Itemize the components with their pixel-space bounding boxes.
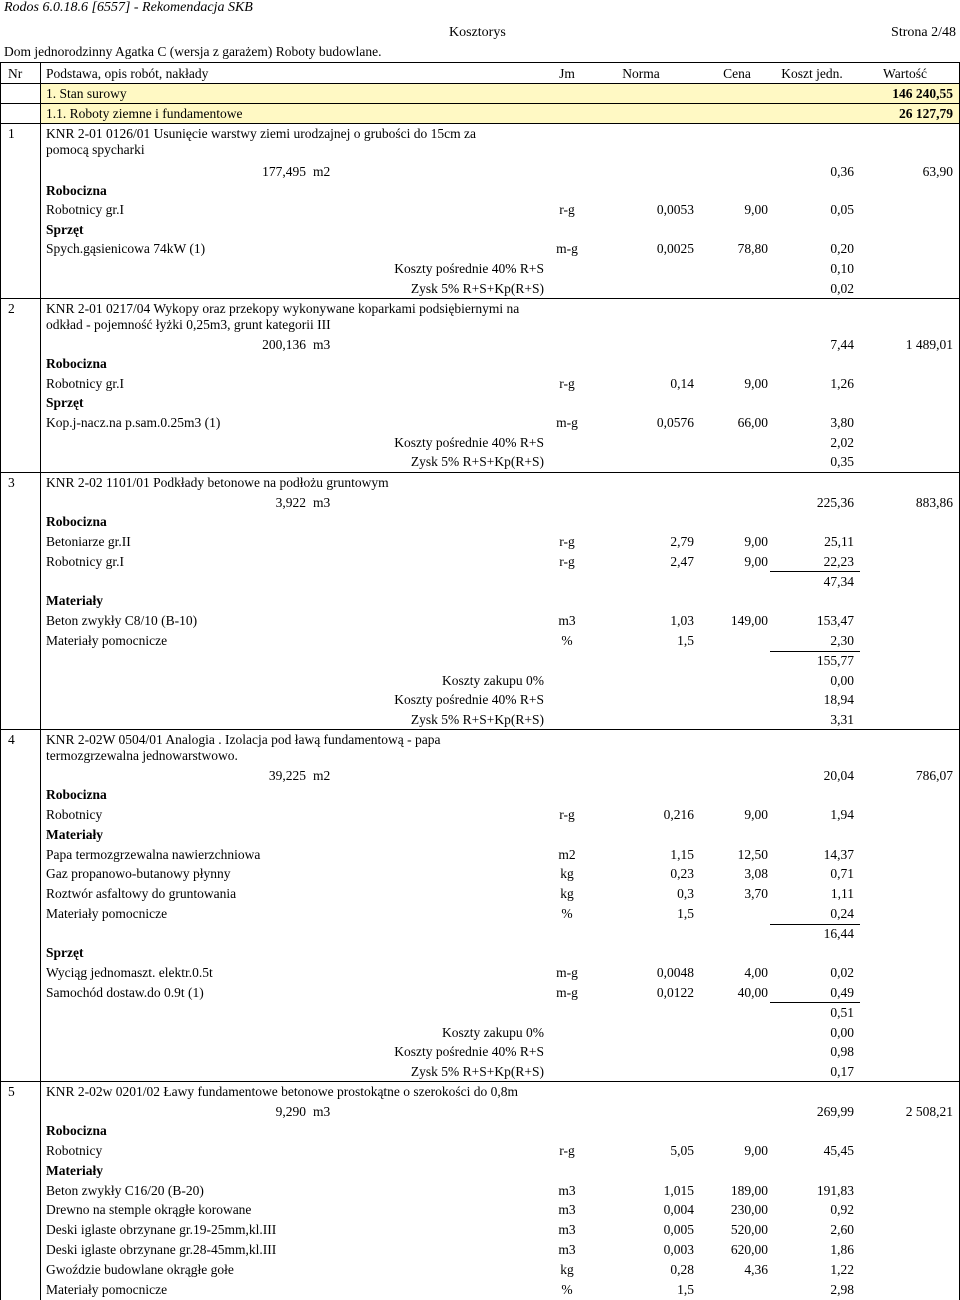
- item-unit-cost: 7,44: [830, 337, 854, 352]
- resource-name: Spych.gąsienicowa 74kW (1): [46, 241, 206, 256]
- resource-norma: 0,0576: [656, 415, 694, 430]
- item-value: 2 508,21: [905, 1104, 953, 1119]
- overhead-value: 2,02: [830, 435, 854, 450]
- resource-koszt: 45,45: [823, 1143, 854, 1158]
- item-quantity: 200,136: [262, 337, 306, 352]
- resource-cena: 230,00: [730, 1202, 768, 1217]
- item-unit: m3: [313, 495, 331, 510]
- resource-norma: 0,005: [663, 1222, 694, 1237]
- item-unit: m2: [313, 164, 331, 179]
- resource-name: Gaz propanowo-butanowy płynny: [46, 866, 231, 881]
- program-name: Rodos 6.0.18.6 [6557] - Rekomendacja SKB: [4, 0, 253, 15]
- resource-cena: 9,00: [744, 202, 768, 217]
- category-robocizna: Robocizna: [46, 514, 107, 529]
- resource-jm: m-g: [556, 415, 578, 430]
- item-number: 1: [8, 126, 15, 141]
- resource-cena: 3,08: [744, 866, 768, 881]
- profit-label: Zysk 5% R+S+Kp(R+S): [410, 281, 544, 296]
- resource-cena: 620,00: [730, 1242, 768, 1257]
- resource-koszt: 153,47: [816, 613, 854, 628]
- profit-value: 0,35: [830, 454, 854, 469]
- item-description: KNR 2-01 0126/01 Usunięcie warstwy ziemi urodzajnej o grubości do 15cm za: [46, 126, 477, 141]
- resource-jm: r-g: [559, 1143, 575, 1158]
- resource-norma: 1,5: [677, 633, 694, 648]
- item-description: KNR 2-02W 0504/01 Analogia . Izolacja pod ławą fundamentową - papa: [46, 732, 441, 747]
- item-value: 786,07: [915, 768, 953, 783]
- section-title: 1. Stan surowy: [46, 86, 127, 101]
- item-quantity: 9,290: [275, 1104, 306, 1119]
- overhead-label: Koszty pośrednie 40% R+S: [394, 1044, 544, 1059]
- resource-name: Robotnicy gr.I: [46, 376, 124, 391]
- resource-norma: 0,28: [670, 1262, 694, 1277]
- resource-koszt: 2,60: [830, 1222, 854, 1237]
- resource-name: Beton zwykły C16/20 (B-20): [46, 1183, 204, 1198]
- subtotal-value: 155,77: [816, 653, 854, 668]
- col-jm: Jm: [559, 66, 575, 81]
- purchase-cost-value: 0,00: [830, 1025, 854, 1040]
- resource-koszt: 0,02: [830, 965, 854, 980]
- resource-koszt: 1,86: [830, 1242, 854, 1257]
- section-value: 146 240,55: [892, 86, 953, 101]
- item-number: 2: [8, 301, 15, 316]
- resource-name: Materiały pomocnicze: [46, 633, 168, 648]
- resource-name: Wyciąg jednomaszt. elektr.0.5t: [46, 965, 213, 980]
- resource-jm: r-g: [559, 807, 575, 822]
- overhead-value: 0,98: [830, 1044, 854, 1059]
- resource-jm: r-g: [559, 534, 575, 549]
- profit-value: 0,17: [830, 1064, 854, 1079]
- category-sprzet: Sprzęt: [46, 222, 84, 237]
- resource-cena: 12,50: [737, 847, 768, 862]
- item-unit: m2: [313, 768, 331, 783]
- resource-name: Betoniarze gr.II: [46, 534, 131, 549]
- item-number: 5: [8, 1084, 15, 1099]
- item-unit-cost: 0,36: [830, 164, 854, 179]
- item-description: KNR 2-02 1101/01 Podkłady betonowe na podłożu gruntowym: [46, 475, 389, 490]
- resource-cena: 149,00: [730, 613, 768, 628]
- item-unit: m3: [313, 1104, 331, 1119]
- resource-norma: 0,0048: [656, 965, 694, 980]
- item-value: 63,90: [922, 164, 953, 179]
- resource-jm: m-g: [556, 985, 578, 1000]
- item-description: pomocą spycharki: [46, 142, 145, 157]
- resource-norma: 0,0025: [656, 241, 694, 256]
- resource-cena: 66,00: [737, 415, 768, 430]
- resource-jm: m3: [558, 1242, 576, 1257]
- profit-label: Zysk 5% R+S+Kp(R+S): [410, 454, 544, 469]
- resource-norma: 2,79: [670, 534, 694, 549]
- resource-name: Deski iglaste obrzynane gr.28-45mm,kl.III: [46, 1242, 277, 1257]
- category-materialy: Materiały: [46, 1163, 103, 1178]
- overhead-label: Koszty pośrednie 40% R+S: [394, 435, 544, 450]
- project-name: Dom jednorodzinny Agatka C (wersja z garażem) Roboty budowlane.: [4, 44, 382, 59]
- resource-norma: 0,004: [663, 1202, 694, 1217]
- item-number: 4: [8, 732, 15, 747]
- resource-koszt: 2,30: [830, 633, 854, 648]
- resource-koszt: 1,22: [830, 1262, 854, 1277]
- resource-koszt: 0,92: [830, 1202, 854, 1217]
- resource-name: Papa termozgrzewalna nawierzchniowa: [46, 847, 261, 862]
- resource-jm: m-g: [556, 241, 578, 256]
- resource-name: Materiały pomocnicze: [46, 906, 168, 921]
- resource-name: Robotnicy: [46, 1143, 103, 1158]
- category-materialy: Materiały: [46, 593, 103, 608]
- subtotal-value: 47,34: [823, 574, 854, 589]
- resource-cena: 9,00: [744, 376, 768, 391]
- resource-jm: m3: [558, 1183, 576, 1198]
- col-nr: Nr: [8, 66, 23, 81]
- resource-koszt: 0,24: [830, 906, 854, 921]
- col-koszt: Koszt jedn.: [781, 66, 843, 81]
- profit-label: Zysk 5% R+S+Kp(R+S): [410, 712, 544, 727]
- resource-name: Robotnicy gr.I: [46, 202, 124, 217]
- category-materialy: Materiały: [46, 827, 103, 842]
- resource-jm: kg: [560, 866, 574, 881]
- resource-cena: 520,00: [730, 1222, 768, 1237]
- resource-koszt: 191,83: [816, 1183, 854, 1198]
- resource-cena: 4,36: [744, 1262, 768, 1277]
- resource-koszt: 0,49: [830, 985, 854, 1000]
- overhead-value: 18,94: [823, 692, 854, 707]
- resource-jm: kg: [560, 1262, 574, 1277]
- resource-cena: 40,00: [737, 985, 768, 1000]
- resource-norma: 0,0053: [656, 202, 694, 217]
- resource-norma: 0,3: [677, 886, 694, 901]
- overhead-label: Koszty pośrednie 40% R+S: [394, 692, 544, 707]
- resource-cena: 9,00: [744, 1143, 768, 1158]
- resource-koszt: 0,05: [830, 202, 854, 217]
- item-description: odkład - pojemność łyżki 0,25m3, grunt kategorii III: [46, 317, 331, 332]
- resource-norma: 0,0122: [656, 985, 694, 1000]
- resource-jm: %: [561, 906, 573, 921]
- resource-koszt: 3,80: [830, 415, 854, 430]
- item-quantity: 177,495: [262, 164, 306, 179]
- resource-koszt: 1,94: [830, 807, 854, 822]
- resource-norma: 0,14: [670, 376, 694, 391]
- resource-norma: 5,05: [670, 1143, 694, 1158]
- resource-koszt: 2,98: [830, 1282, 854, 1297]
- item-unit-cost: 20,04: [823, 768, 854, 783]
- subtotal-value: 16,44: [823, 926, 854, 941]
- item-value: 883,86: [915, 495, 953, 510]
- resource-cena: 78,80: [737, 241, 768, 256]
- resource-name: Roztwór asfaltowy do gruntowania: [46, 886, 237, 901]
- resource-koszt: 22,23: [823, 554, 854, 569]
- resource-norma: 1,03: [670, 613, 694, 628]
- resource-jm: m-g: [556, 965, 578, 980]
- item-description: KNR 2-02w 0201/02 Ławy fundamentowe betonowe prostokątne o szerokości do 0,8m: [46, 1084, 519, 1099]
- item-description: KNR 2-01 0217/04 Wykopy oraz przekopy wykonywane koparkami podsiębiernymi na: [46, 301, 520, 316]
- resource-name: Robotnicy gr.I: [46, 554, 124, 569]
- resource-name: Drewno na stemple okrągłe korowane: [46, 1202, 252, 1217]
- resource-jm: %: [561, 1282, 573, 1297]
- resource-jm: r-g: [559, 554, 575, 569]
- col-norma: Norma: [622, 66, 660, 81]
- resource-koszt: 1,26: [830, 376, 854, 391]
- resource-jm: m3: [558, 1222, 576, 1237]
- item-unit: m3: [313, 337, 331, 352]
- purchase-cost-label: Koszty zakupu 0%: [442, 673, 544, 688]
- resource-cena: 9,00: [744, 807, 768, 822]
- overhead-value: 0,10: [830, 261, 854, 276]
- resource-name: Gwoździe budowlane okrągłe gołe: [46, 1262, 234, 1277]
- resource-name: Deski iglaste obrzynane gr.19-25mm,kl.III: [46, 1222, 277, 1237]
- resource-norma: 0,003: [663, 1242, 694, 1257]
- col-cena: Cena: [723, 66, 751, 81]
- col-desc: Podstawa, opis robót, nakłady: [46, 66, 209, 81]
- resource-jm: kg: [560, 886, 574, 901]
- resource-name: Beton zwykły C8/10 (B-10): [46, 613, 198, 628]
- category-robocizna: Robocizna: [46, 787, 107, 802]
- resource-koszt: 1,11: [830, 886, 854, 901]
- category-robocizna: Robocizna: [46, 183, 107, 198]
- resource-norma: 2,47: [670, 554, 694, 569]
- col-wartosc: Wartość: [883, 66, 927, 81]
- profit-label: Zysk 5% R+S+Kp(R+S): [410, 1064, 544, 1079]
- subtotal-value: 0,51: [830, 1005, 854, 1020]
- resource-cena: 4,00: [744, 965, 768, 980]
- subsection-title: 1.1. Roboty ziemne i fundamentowe: [46, 106, 243, 121]
- category-sprzet: Sprzęt: [46, 395, 84, 410]
- profit-value: 0,02: [830, 281, 854, 296]
- resource-koszt: 0,20: [830, 241, 854, 256]
- resource-jm: m3: [558, 613, 576, 628]
- resource-name: Robotnicy: [46, 807, 103, 822]
- resource-koszt: 14,37: [823, 847, 854, 862]
- category-robocizna: Robocizna: [46, 1123, 107, 1138]
- resource-norma: 1,15: [670, 847, 694, 862]
- item-quantity: 39,225: [268, 768, 306, 783]
- resource-name: Samochód dostaw.do 0.9t (1): [46, 985, 204, 1000]
- subsection-value: 26 127,79: [899, 106, 953, 121]
- resource-norma: 0,216: [663, 807, 694, 822]
- resource-cena: 3,70: [744, 886, 768, 901]
- resource-jm: %: [561, 633, 573, 648]
- resource-koszt: 0,71: [830, 866, 854, 881]
- resource-jm: m2: [558, 847, 576, 862]
- page-number: Strona 2/48: [891, 25, 956, 40]
- category-robocizna: Robocizna: [46, 356, 107, 371]
- item-value: 1 489,01: [905, 337, 953, 352]
- profit-value: 3,31: [830, 712, 854, 727]
- category-sprzet: Sprzęt: [46, 945, 84, 960]
- overhead-label: Koszty pośrednie 40% R+S: [394, 261, 544, 276]
- resource-norma: 0,23: [670, 866, 694, 881]
- resource-norma: 1,5: [677, 1282, 694, 1297]
- document-title: Kosztorys: [449, 25, 506, 40]
- purchase-cost-label: Koszty zakupu 0%: [442, 1025, 544, 1040]
- resource-norma: 1,015: [663, 1183, 694, 1198]
- resource-cena: 9,00: [744, 554, 768, 569]
- resource-jm: m3: [558, 1202, 576, 1217]
- resource-name: Materiały pomocnicze: [46, 1282, 168, 1297]
- resource-jm: r-g: [559, 376, 575, 391]
- resource-koszt: 25,11: [824, 534, 854, 549]
- resource-cena: 189,00: [730, 1183, 768, 1198]
- item-unit-cost: 225,36: [816, 495, 854, 510]
- resource-jm: r-g: [559, 202, 575, 217]
- item-number: 3: [8, 475, 15, 490]
- item-quantity: 3,922: [275, 495, 306, 510]
- resource-cena: 9,00: [744, 534, 768, 549]
- item-description: termozgrzewalna jednowarstwowo.: [46, 748, 238, 763]
- item-unit-cost: 269,99: [816, 1104, 854, 1119]
- resource-norma: 1,5: [677, 906, 694, 921]
- resource-name: Kop.j-nacz.na p.sam.0.25m3 (1): [46, 415, 221, 430]
- purchase-cost-value: 0,00: [830, 673, 854, 688]
